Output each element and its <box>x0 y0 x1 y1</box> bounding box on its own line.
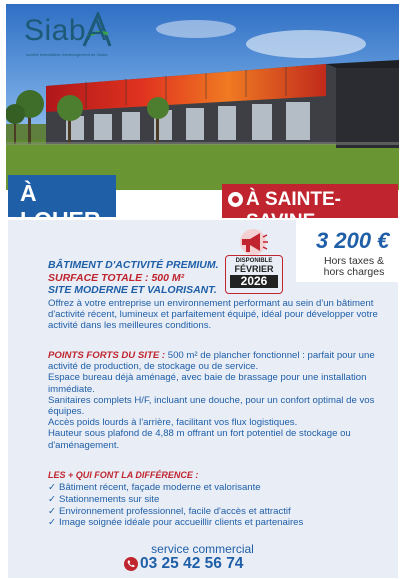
phone-number[interactable]: 03 25 42 56 74 <box>140 555 244 572</box>
plus-item: ✓ Image soignée idéale pour accueillir clients et partenaires <box>48 517 378 529</box>
plus-item: ✓ Stationnements sur site <box>48 494 378 506</box>
location-banner <box>222 184 398 218</box>
plus-item: ✓ Environnement professionnel, facile d'accès et attractif <box>48 506 378 518</box>
headline-2: SURFACE TOTALE : 500 M² <box>48 272 185 284</box>
price-note: Hors taxes & hors charges <box>323 255 385 278</box>
points-first <box>48 350 378 372</box>
availability-box <box>225 255 283 294</box>
plus-item: ✓ Bâtiment récent, façade moderne et valorisante <box>48 482 378 494</box>
points-item: Accès poids lourds à l'arrière, facilitant vos flux logistiques. <box>48 417 298 429</box>
availability-badge <box>218 226 288 296</box>
headline-1: BÂTIMENT D'ACTIVITÉ PREMIUM. <box>48 259 219 271</box>
availability-line2: FÉVRIER <box>234 264 274 274</box>
logo-tagline: société immobilière d'aménagement de l'Aube <box>26 52 108 57</box>
location-label: À SAINTE- <box>246 189 341 210</box>
plus-title: LES + QUI FONT LA DIFFÉRENCE : <box>48 470 199 480</box>
siaba-logo <box>24 14 149 62</box>
intro-paragraph: Offrez à votre entreprise un environnement performant au sein d'un bâtiment d'activité récent, lumineux et parfaitement équipé, idéal pour développer votre activité dans les meilleures conditions. <box>48 298 378 332</box>
location-pin-icon <box>228 192 243 207</box>
points-item: Espace bureau déjà aménagé, avec baie de brassage pour une installation immédiate. <box>48 372 367 395</box>
strong-points <box>48 350 378 451</box>
points-first-text: 500 m² de plancher fonctionnel : parfait pour une activité de production, de stockage ou de service. <box>48 350 375 373</box>
for-rent-label: À <box>20 180 37 206</box>
service-label: service commercial <box>151 542 254 556</box>
points-label: POINTS FORTS DU SITE : <box>48 350 166 361</box>
availability-line1: DISPONIBLE <box>235 258 273 264</box>
availability-year: 2026 <box>230 275 278 288</box>
plus-list <box>48 482 378 529</box>
phone-icon <box>124 557 138 571</box>
logo-name: SiabA <box>24 14 107 47</box>
megaphone-icon <box>234 228 272 256</box>
price-amount: 3 200 € <box>316 228 390 253</box>
headline-3: SITE MODERNE ET VALORISANT. <box>48 284 217 296</box>
for-rent-banner <box>8 175 116 217</box>
points-item: Hauteur sous plafond de 4,88 m offrant un fort potentiel de stockage ou d'aménagement. <box>48 428 351 451</box>
points-item: Sanitaires complets H/F, incluant une douche, pour un confort optimal de vos équipes. <box>48 394 375 418</box>
